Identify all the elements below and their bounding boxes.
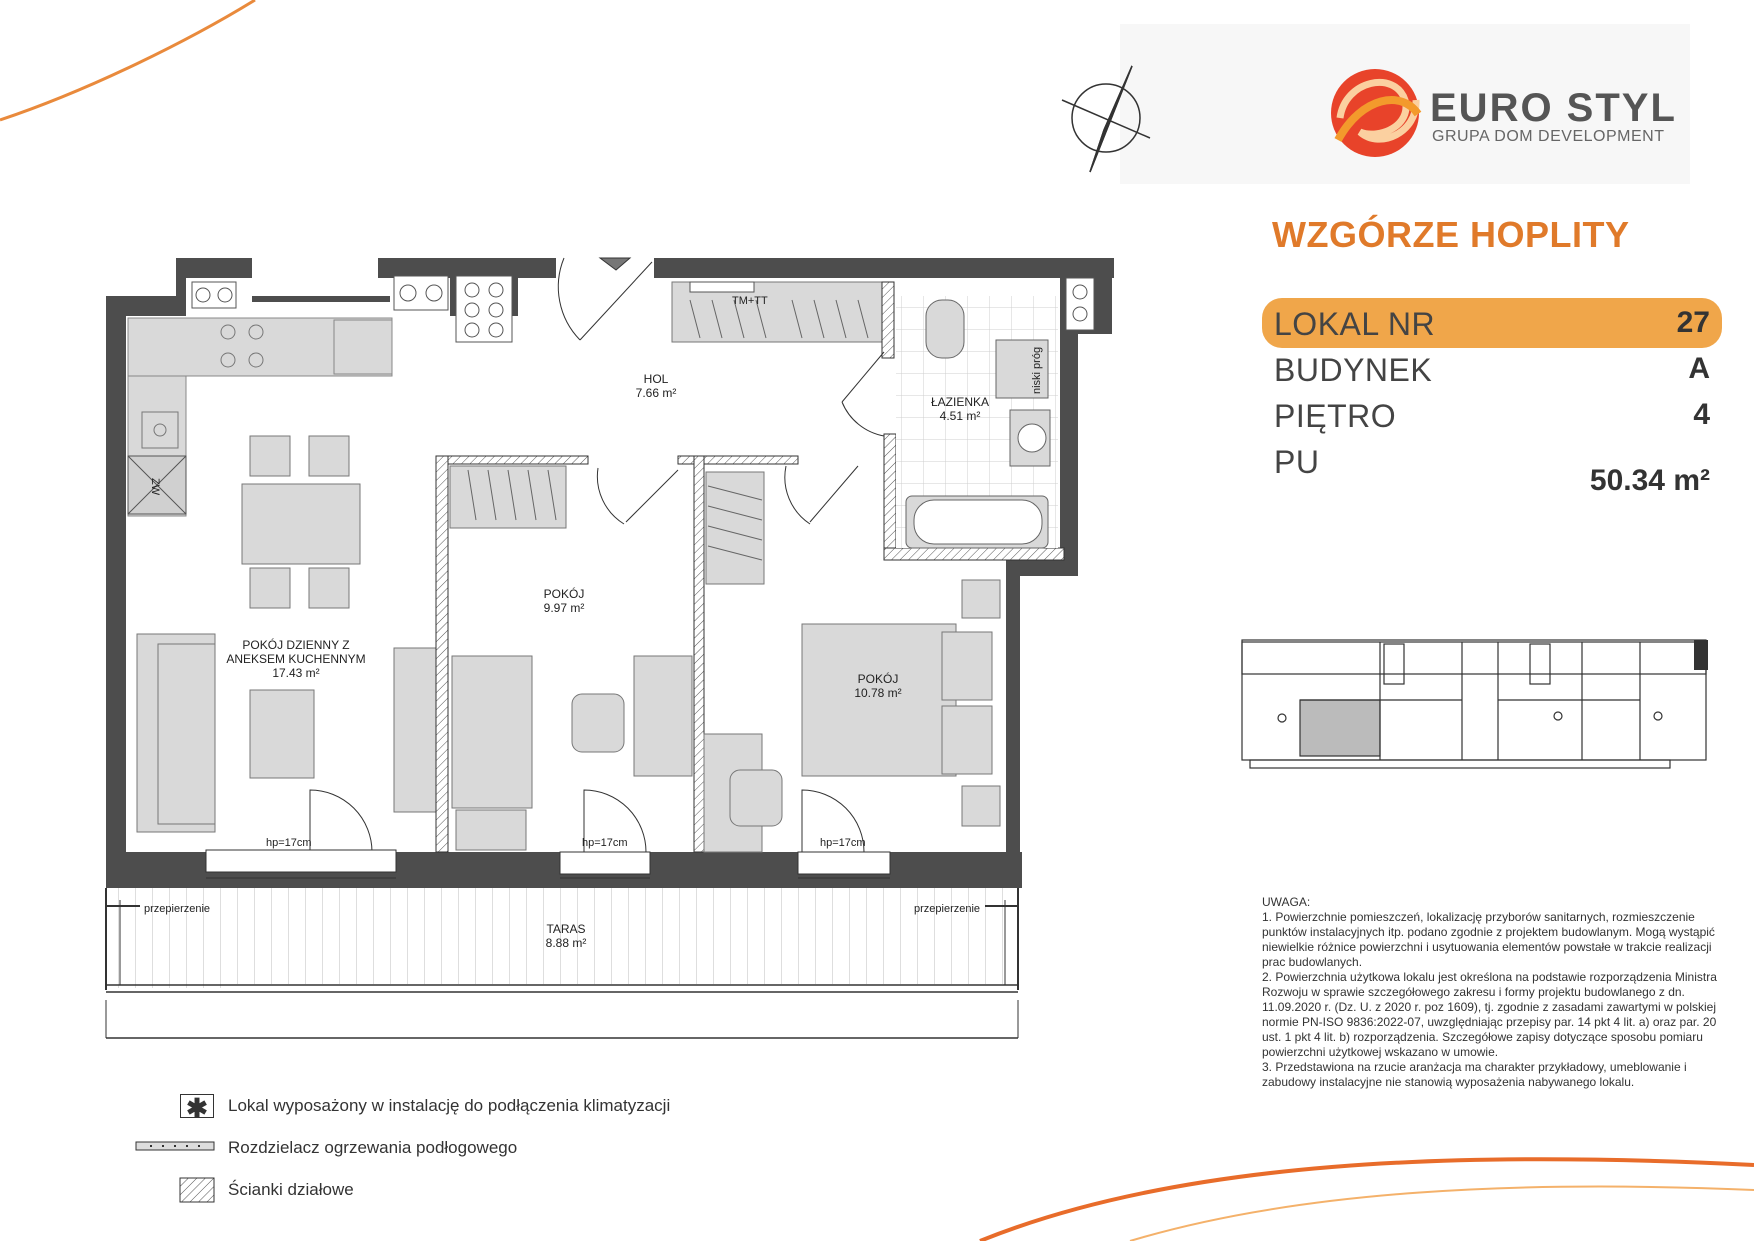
room-2-name: POKÓJ bbox=[857, 672, 899, 686]
heating-manifold-icon bbox=[136, 1142, 214, 1150]
usable-area-label: PU bbox=[1274, 444, 1320, 480]
eurostyl-logo-icon bbox=[1331, 69, 1419, 157]
brand-subtitle: GRUPA DOM DEVELOPMENT bbox=[1432, 128, 1665, 145]
decor-swoosh-top-left bbox=[0, 0, 255, 120]
usable-area-row bbox=[1262, 436, 1722, 496]
partition-label-right: przepierzenie bbox=[914, 903, 981, 915]
unit-number-row bbox=[1262, 298, 1722, 348]
legend-heating-text: Rozdzielacz ogrzewania podłogowego bbox=[228, 1138, 518, 1157]
note-item-3: 3. Przedstawiona na rzucie aranżacja ma charakter przykładowy, umeblowanie i zabudowy instalacyjne nie stanowią wyposażenia nabywanego lokalu. bbox=[1262, 1060, 1687, 1089]
building-label: BUDYNEK bbox=[1274, 352, 1433, 388]
room-bathroom-name: ŁAZIENKA bbox=[930, 395, 990, 409]
floor-label: PIĘTRO bbox=[1274, 398, 1397, 434]
decor-swoosh-bottom-right bbox=[980, 1159, 1754, 1241]
terrace-name: TARAS bbox=[546, 922, 586, 936]
notes-block bbox=[1262, 895, 1722, 1090]
note-item-1: 1. Powierzchnie pomieszczeń, lokalizację przyborów sanitarnych, rozmieszczenie punktów instalacyjnych itp. podano zgodnie z projektem budowlanym. Mogą wystąpić niewielkie różnice powierzchni i usytuowania elementów powstałe w trakcie realizacji prac budowlanych. bbox=[1262, 910, 1715, 969]
legend-ac-text: Lokal wyposażony w instalację do podłączenia klimatyzacji bbox=[228, 1096, 671, 1115]
hp-label-1: hp=17cm bbox=[266, 837, 312, 849]
room-hol-area: 7.66 m² bbox=[635, 386, 677, 400]
room-2-area: 10.78 m² bbox=[854, 686, 902, 700]
building-row bbox=[1262, 344, 1722, 394]
low-threshold-label: niski próg bbox=[1031, 346, 1043, 394]
terrace-area: 8.88 m² bbox=[545, 936, 587, 950]
note-item-2: 2. Powierzchnia użytkowa lokalu jest określona na podstawie rozporządzenia Ministra Rozwoju w sprawie szczegółowego zakresu i formy projektu budowlanego z dn. 11.09.2020 r. (Dz. U. z 2020 r. poz 1609), tj. zgodnie z zasadami zawartymi w polskiej normie PN-ISO 9836:2022-07, uwzględniając przepisy par. 14 pkt 4 lit. a) oraz par. 20 ust. 1 pkt 4 lit. b) rozporządzenia. Szczegółowe zapisy dotyczące sposobu pomiaru powierzchni użytkowej wskazano w umowie. bbox=[1262, 970, 1717, 1059]
building-value: A bbox=[1688, 352, 1710, 385]
building-key-plan-thumbnail bbox=[1242, 640, 1706, 768]
zw-label: ZW bbox=[149, 478, 161, 496]
living-room-name-1: POKÓJ DZIENNY Z bbox=[242, 638, 350, 652]
room-bathroom-area: 4.51 m² bbox=[939, 409, 981, 423]
unit-number-label: LOKAL NR bbox=[1274, 306, 1436, 342]
asterisk-box-icon: ✱ bbox=[180, 1094, 214, 1118]
floor-row bbox=[1262, 390, 1722, 440]
brand-name: EURO STYL bbox=[1430, 86, 1677, 130]
room-hol-name: HOL bbox=[643, 372, 669, 386]
project-title: WZGÓRZE HOPLITY bbox=[1272, 214, 1630, 255]
living-room-area: 17.43 m² bbox=[272, 666, 320, 680]
hp-label-3: hp=17cm bbox=[820, 837, 866, 849]
unit-number-value: 27 bbox=[1676, 306, 1710, 339]
room-1-name: POKÓJ bbox=[543, 587, 585, 601]
floor-value: 4 bbox=[1693, 398, 1710, 431]
tm-tt-label: TM+TT bbox=[732, 295, 768, 307]
hp-label-2: hp=17cm bbox=[582, 837, 628, 849]
partition-label-left: przepierzenie bbox=[144, 903, 211, 915]
usable-area-value: 50.34 m² bbox=[1589, 464, 1710, 497]
legend-walls-text: Ścianki działowe bbox=[228, 1180, 354, 1199]
living-room-name-2: ANEKSEM KUCHENNYM bbox=[226, 652, 366, 666]
notes-heading: UWAGA: bbox=[1262, 895, 1311, 909]
hatched-wall-icon bbox=[180, 1178, 214, 1202]
room-1-area: 9.97 m² bbox=[543, 601, 585, 615]
terrace bbox=[106, 888, 1018, 1038]
